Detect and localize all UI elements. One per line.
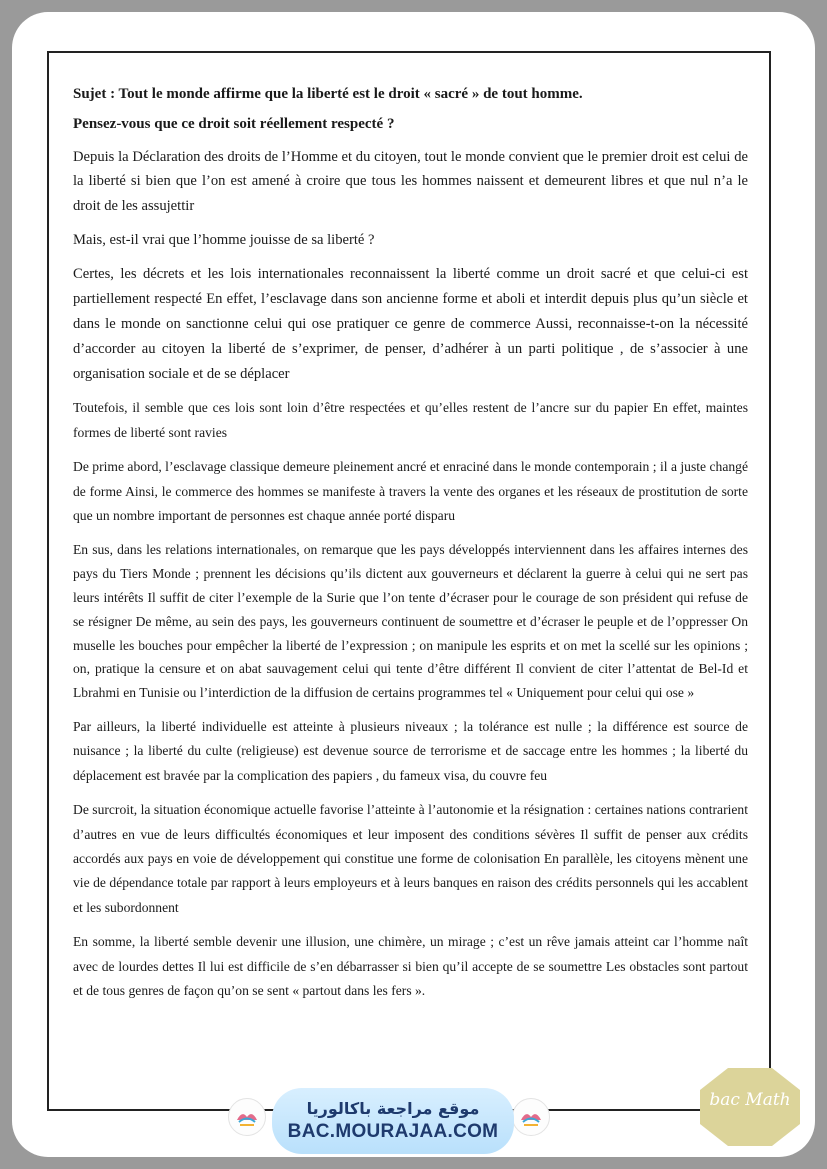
site-logo-right-icon — [512, 1098, 550, 1136]
paragraph-introduction: Depuis la Déclaration des droits de l’Homme et du citoyen, tout le monde convient que le premier droit est celui de la liberté si bien que l’on est amené à croire que tous les hommes naissent et demeurent libres et que nul n’a le droit de les assujettir — [73, 148, 748, 214]
document-body — [73, 82, 748, 1004]
paragraph-problematic: Mais, est-il vrai que l’homme jouisse de sa liberté ? — [73, 232, 375, 249]
paragraph-antithesis: Toutefois, il semble que ces lois sont loin d’être respectées et qu’elles restent de l’ancre sur du papier En effet, maintes formes de liberté sont ravies — [73, 400, 748, 440]
paragraph-argument-2: En sus, dans les relations internationales, on remarque que les pays développés interviennent dans les affaires internes des pays du Tiers Monde ; prennent les décisions qu’ils dictent aux gouverneurs et déclarent la guerre à celui qui ne sert pas leurs intérêts Il suffit de citer l’exemple de la Surie que l’on tente d’écraser pour le courage de son président qui refuse de se résigner De même, au sein des pays, les gouverneurs continuent de soumettre et d’écraser le peuple et de l’oppresser On muselle les bouches pour empêcher la liberté de l’expression ; on manipule les esprits et on met la scellé sur les opinions ; on, pratique la censure et on abat sauvagement celui qui tente d’être différent Il convient de citer l’attentat de Bel-Id et Lbrahmi en Tunisie ou l’interdiction de la diffusion de certains programmes tel « Uniquement pour celui qui ose » — [73, 542, 748, 701]
badge-label: bac Math — [709, 1090, 791, 1110]
site-url: BAC.MOURAJAA.COM — [287, 1121, 499, 1142]
site-logo-left-icon — [228, 1098, 266, 1136]
bac-math-badge — [698, 1066, 802, 1148]
subject-title: Sujet : Tout le monde affirme que la liberté est le droit « sacré » de tout homme. — [73, 86, 583, 102]
paragraph-argument-3: Par ailleurs, la liberté individuelle est atteinte à plusieurs niveaux ; la tolérance est nulle ; la différence est source de nuisance ; la liberté du culte (religieuse) est devenue source de terrorisme et de saccage entre les hommes ; la liberté du déplacement est bravée par la complication des papiers , du fameux visa, du couvre feu — [73, 719, 748, 783]
paragraph-thesis: Certes, les décrets et les lois internationales reconnaissent la liberté comme un droit sacré et que celui-ci est partiellement respecté En effet, l’esclavage dans son ancienne forme et aboli et interdit depuis plus qu’un siècle et dans le monde on sanctionne celui qui ose pratiquer ce genre de commerce Aussi, reconnaisse-t-on la nécessité d’accorder au citoyen la liberté de s’exprimer, de penser, d’adhérer à un parti politique , de s’associer à une organisation sociale et de se déplacer — [73, 266, 748, 382]
site-name-arabic: موقع مراجعة باكالوريا — [306, 1099, 480, 1118]
paragraph-conclusion: En somme, la liberté semble devenir une illusion, une chimère, un mirage ; c’est un rêve jamais atteint car l’homme naît avec de lourdes dettes Il lui est difficile de s’en débarrasser si bien qu’il accepte de se soumettre Les obstacles sont partout et de tous genres de façon qu’on se sent « partout dans les fers ». — [73, 934, 748, 999]
paragraph-argument-1: De prime abord, l’esclavage classique demeure pleinement ancré et enraciné dans le monde contemporain ; il a juste changé de forme Ainsi, le commerce des hommes se manifeste à travers la vente des organes et les réseaux de prostitution de sorte que un nombre important de personnes est chaque année porté disparu — [73, 459, 748, 524]
subject-question: Pensez-vous que ce droit soit réellement respecté ? — [73, 116, 395, 133]
site-banner-link[interactable] — [272, 1088, 514, 1154]
paragraph-argument-4: De surcroit, la situation économique actuelle favorise l’atteinte à l’autonomie et la résignation : certaines nations contrarient d’autres en vue de leurs difficultés économiques et leur imposent des conditions sévères Il suffit de penser aux crédits accordés aux pays en voie de développement qui constitue une forme de colonisation En parallèle, les citoyens mènent une vie de dépendance totale par rapport à leurs employeurs et à leurs banques en raison des crédits personnels qui les accablent et les subordonnent — [73, 802, 748, 915]
